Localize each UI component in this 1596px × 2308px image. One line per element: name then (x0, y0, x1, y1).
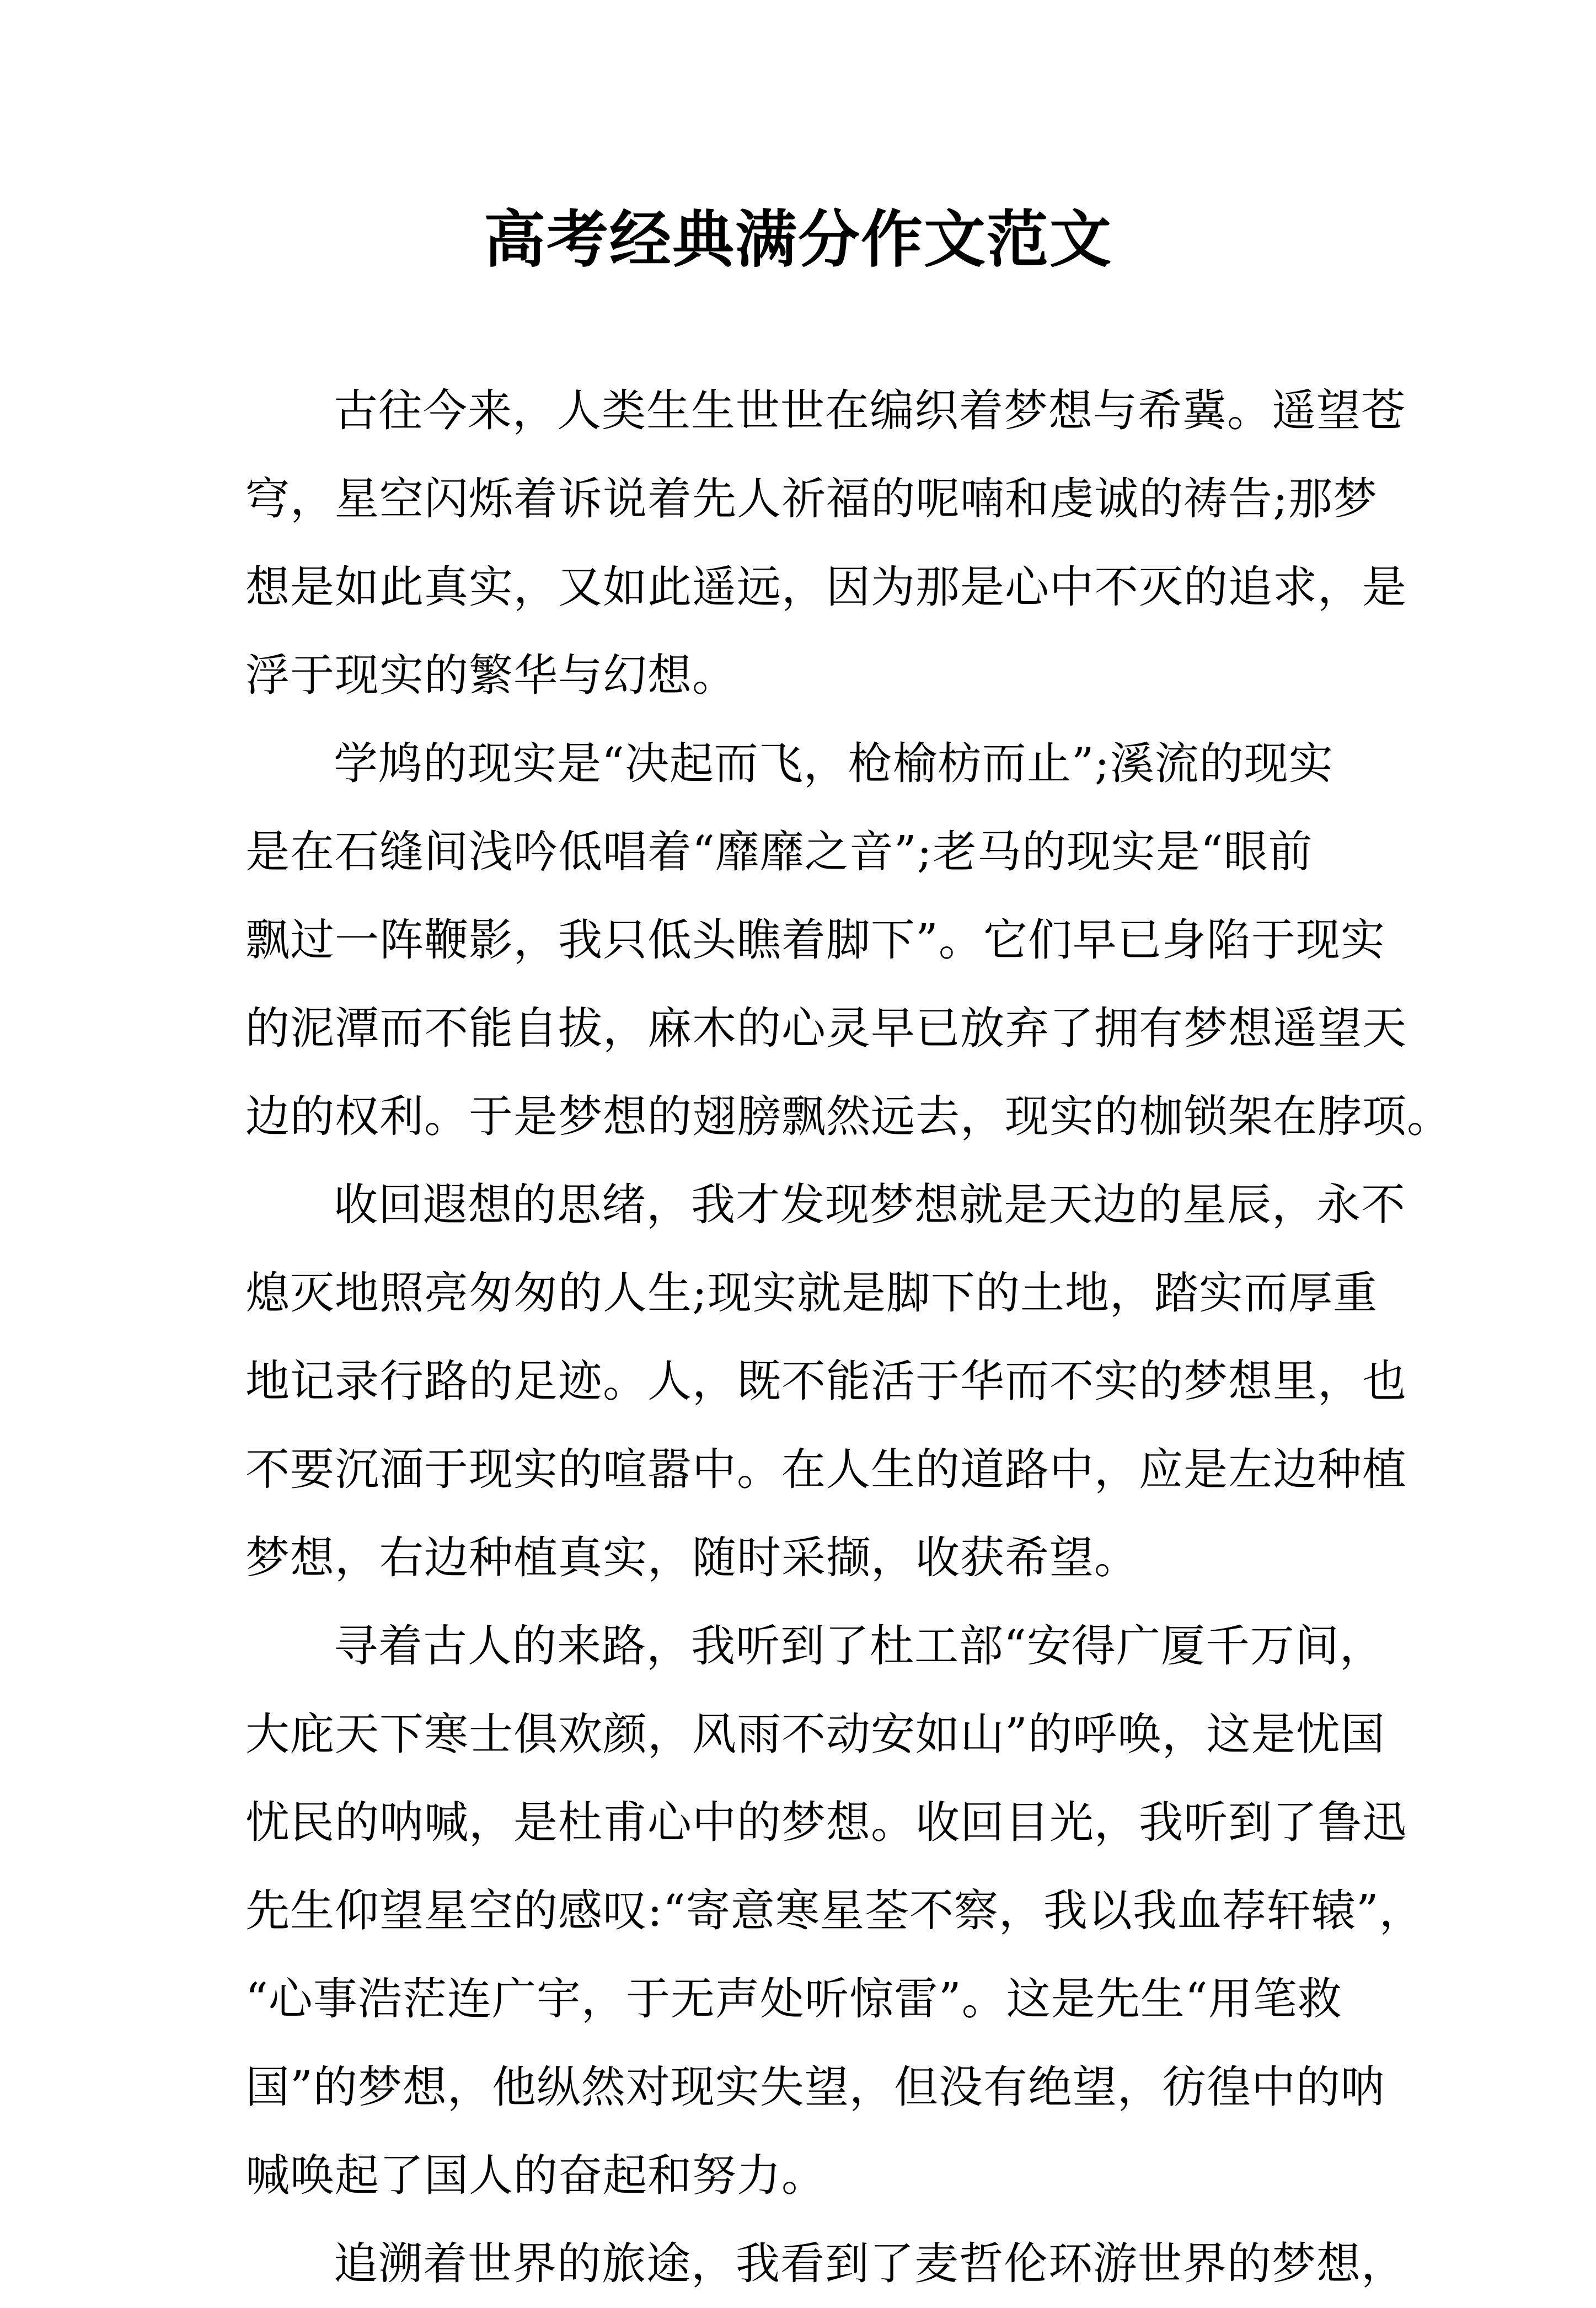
text-line: 是在石缝间浅吟低唱着“靡靡之音”;老马的现实是“眼前 (245, 826, 1313, 877)
text-line: 寻着古人的来路，我听到了杜工部“安得广厦千万间， (334, 1620, 1384, 1672)
text-line: 国”的梦想，他纵然对现实失望，但没有绝望，彷徨中的呐 (245, 2061, 1385, 2113)
text-line: 飘过一阵鞭影，我只低头瞧着脚下”。它们早已身陷于现实 (245, 914, 1385, 966)
text-line: 先生仰望星空的感叹:“寄意寒星荃不察，我以我血荐轩辕”， (245, 1885, 1424, 1936)
text-line: 的泥潭而不能自拔，麻木的心灵早已放弃了拥有梦想遥望天 (245, 1003, 1407, 1054)
text-line: 收回遐想的思绪，我才发现梦想就是天边的星辰，永不 (334, 1179, 1406, 1230)
text-line: 古往今来，人类生生世世在编织着梦想与希冀。遥望苍 (334, 385, 1406, 436)
text-line: 追溯着世界的旅途，我看到了麦哲伦环游世界的梦想， (334, 2238, 1406, 2289)
text-line: “心事浩茫连广宇，于无声处听惊雷”。这是先生“用笔救 (245, 1973, 1342, 2025)
text-line: 梦想，右边种植真实，随时采撷，收获希望。 (245, 1532, 1139, 1583)
document-body (245, 367, 1452, 2308)
document-title: 高考经典满分作文范文 (484, 204, 1112, 276)
text-line: 浮于现实的繁华与幻想。 (245, 650, 737, 701)
text-line: 穹，星空闪烁着诉说着先人祈福的呢喃和虔诚的祷告;那梦 (245, 473, 1378, 524)
text-line: 不要沉湎于现实的喧嚣中。在人生的道路中，应是左边种植 (245, 1444, 1407, 1495)
text-line: 大庇天下寒士俱欢颜，风雨不动安如山”的呼唤，这是忧国 (245, 1709, 1385, 1760)
text-line: 地记录行路的足迹。人，既不能活于华而不实的梦想里，也 (245, 1356, 1407, 1407)
text-line: 边的权利。于是梦想的翅膀飘然远去，现实的枷锁架在脖项。 (245, 1091, 1452, 1142)
text-line: 熄灭地照亮匆匆的人生;现实就是脚下的土地，踏实而厚重 (245, 1267, 1378, 1319)
text-line: 忧民的呐喊，是杜甫心中的梦想。收回目光，我听到了鲁迅 (245, 1797, 1407, 1848)
text-line: 喊唤起了国人的奋起和努力。 (245, 2150, 826, 2201)
text-line: 想是如此真实，又如此遥远，因为那是心中不灭的追求，是 (245, 561, 1407, 613)
text-line: 学鸠的现实是“决起而飞，枪榆枋而止”;溪流的现实 (334, 738, 1333, 789)
